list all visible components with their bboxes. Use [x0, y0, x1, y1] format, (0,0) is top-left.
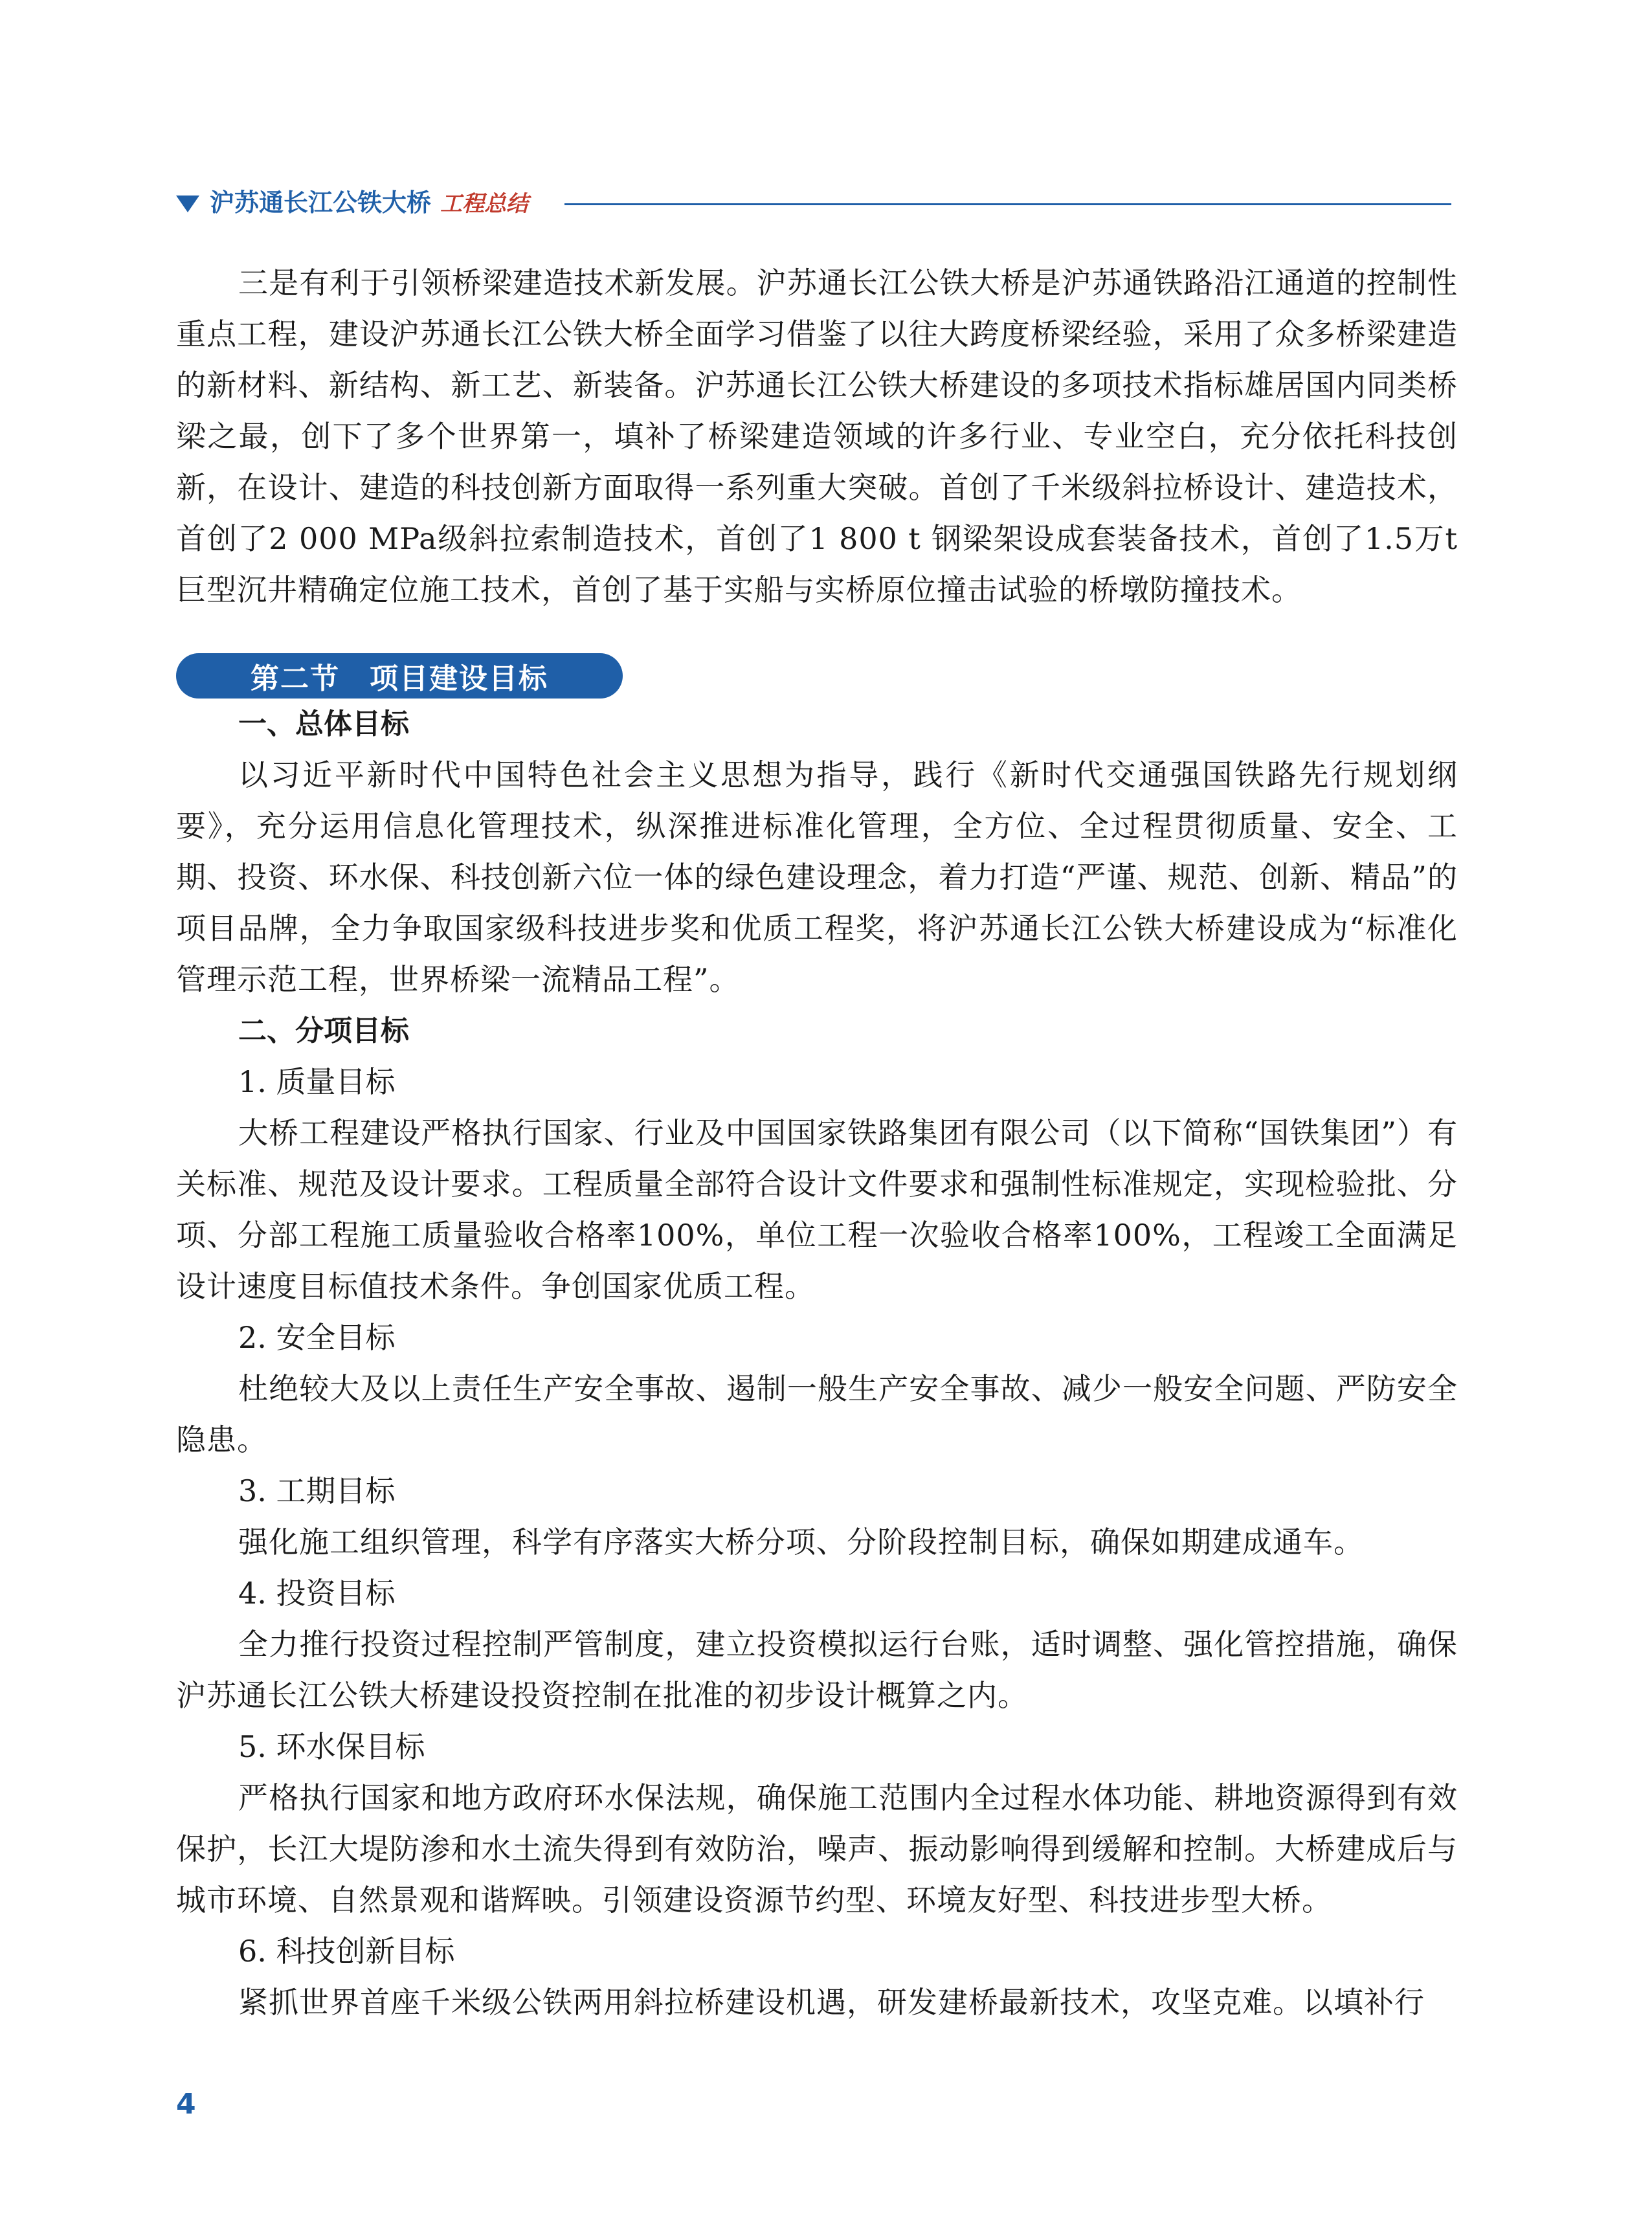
section-heading-label: 第二节 项目建设目标 — [251, 662, 548, 695]
page-content — [176, 258, 1458, 2028]
item-title-environment: 5. 环水保目标 — [238, 1729, 425, 1764]
item-text-investment: 全力推行投资过程控制严管制度，建立投资模拟运行台账，适时调整、强化管控措施，确保沪苏通长江公铁大桥建设投资控制在批准的初步设计概算之内。 — [176, 1627, 1458, 1713]
item-title-investment: 4. 投资目标 — [238, 1576, 396, 1611]
overall-heading: 一、总体目标 — [238, 708, 409, 741]
running-header — [176, 186, 1451, 219]
page-number: 4 — [176, 2088, 196, 2121]
item-text-environment: 严格执行国家和地方政府环水保法规，确保施工范围内全过程水体功能、耕地资源得到有效保护，长江大堤防渗和水土流失得到有效防治，噪声、振动影响得到缓解和控制。大桥建成后与城市环境、自然景观和谐辉映。引领建设资源节约型、环境友好型、科技进步型大桥。 — [176, 1780, 1458, 1918]
header-subtitle: 工程总结 — [440, 191, 529, 217]
header-rule — [564, 203, 1451, 205]
item-text-quality: 大桥工程建设严格执行国家、行业及中国国家铁路集团有限公司（以下简称“国铁集团”）有关标准、规范及设计要求。工程质量全部符合设计文件要求和强制性标准规定，实现检验批、分项、分部工程施工质量验收合格率100%，单位工程一次验收合格率100%，工程竣工全面满足设计速度目标值技术条件。争创国家优质工程。 — [176, 1115, 1458, 1304]
item-text-schedule: 强化施工组织管理，科学有序落实大桥分项、分阶段控制目标，确保如期建成通车。 — [238, 1525, 1364, 1560]
overall-paragraph: 以习近平新时代中国特色社会主义思想为指导，践行《新时代交通强国铁路先行规划纲要》，充分运用信息化管理技术，纵深推进标准化管理，全方位、全过程贯彻质量、安全、工期、投资、环水保、科技创新六位一体的绿色建设理念，着力打造“严谨、规范、创新、精品”的项目品牌，全力争取国家级科技进步奖和优质工程奖，将沪苏通长江公铁大桥建设成为“标准化管理示范工程，世界桥梁一流精品工程”。 — [176, 757, 1458, 997]
triangle-marker-icon — [176, 196, 199, 212]
item-title-quality: 1. 质量目标 — [238, 1064, 396, 1099]
item-text-safety: 杜绝较大及以上责任生产安全事故、遏制一般生产安全事故、减少一般安全问题、严防安全隐患。 — [176, 1371, 1458, 1457]
item-title-innovation: 6. 科技创新目标 — [238, 1934, 455, 1969]
header-title-text: 沪苏通长江公铁大桥 — [210, 188, 432, 217]
section-heading — [176, 653, 623, 699]
item-title-schedule: 3. 工期目标 — [238, 1473, 396, 1508]
intro-paragraph: 三是有利于引领桥梁建造技术新发展。沪苏通长江公铁大桥是沪苏通铁路沿江通道的控制性重点工程，建设沪苏通长江公铁大桥全面学习借鉴了以往大跨度桥梁经验，采用了众多桥梁建造的新材料、新结构、新工艺、新装备。沪苏通长江公铁大桥建设的多项技术指标雄居国内同类桥梁之最，创下了多个世界第一，填补了桥梁建造领域的许多行业、专业空白，充分依托科技创新，在设计、建造的科技创新方面取得一系列重大突破。首创了千米级斜拉桥设计、建造技术，首创了2 000 MPa级斜拉索制造技术，首创了1 800 t 钢梁架设成套装备技术，首创了1.5万t巨型沉井精确定位施工技术，首创了基于实船与实桥原位撞击试验的桥墩防撞技术。 — [176, 265, 1458, 607]
item-text-innovation: 紧抓世界首座千米级公铁两用斜拉桥建设机遇，研发建桥最新技术，攻坚克难。以填补行 — [238, 1985, 1425, 2020]
sub-heading: 二、分项目标 — [238, 1014, 409, 1047]
header-title — [210, 186, 528, 220]
item-title-safety: 2. 安全目标 — [238, 1320, 396, 1355]
